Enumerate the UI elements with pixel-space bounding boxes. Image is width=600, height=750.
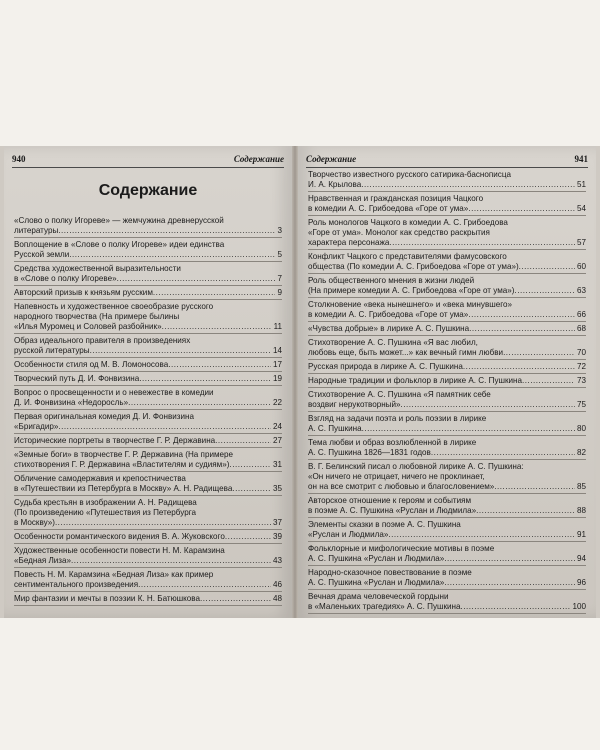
toc-entry-line: И. А. Крылова xyxy=(308,180,362,189)
toc-page-number: 100 xyxy=(572,602,586,611)
toc-entry xyxy=(308,590,586,614)
toc-page-number: 60 xyxy=(576,262,586,271)
toc-entry-line: Первая оригинальная комедия Д. И. Фонвизина xyxy=(14,412,195,421)
leader-dots xyxy=(128,398,271,408)
toc-entry xyxy=(14,372,282,386)
toc-page-number: 96 xyxy=(576,578,586,587)
toc-page-number: 94 xyxy=(576,554,586,563)
toc-entry-line: Конфликт Чацкого с представителями фамусовского xyxy=(308,252,507,261)
toc-entry-line: Творческий путь Д. И. Фонвизина xyxy=(14,374,140,383)
toc-entry-line: воздвиг нерукотворный» xyxy=(308,400,401,409)
toc-entry xyxy=(308,360,586,374)
leader-dots xyxy=(522,376,575,386)
toc-entry-line: Повесть Н. М. Карамзина «Бедная Лиза» как пример xyxy=(14,570,214,579)
running-title: Содержание xyxy=(233,154,284,164)
leader-dots xyxy=(361,180,575,190)
toc-entry-line: «Чувства добрые» в лирике А. С. Пушкина xyxy=(308,324,470,333)
leader-dots xyxy=(494,482,575,492)
toc-entry-line: любовь еще, быть может...» как вечный гимн любви xyxy=(308,348,504,357)
toc-entry-line: А. С. Пушкина «Руслан и Людмила» xyxy=(308,578,445,587)
toc-entry-line: В. Г. Белинский писал о любовной лирике А. С. Пушкина: xyxy=(308,462,524,471)
toc-entry-line: А. С. Пушкина 1826—1831 годов xyxy=(308,448,431,457)
running-title: Содержание xyxy=(306,154,357,164)
toc-page-number: 85 xyxy=(576,482,586,491)
toc-page-number: 22 xyxy=(272,398,282,407)
toc-entry xyxy=(14,544,282,568)
toc-page-number: 27 xyxy=(272,436,282,445)
toc-entry-line: Д. И. Фонвизина «Недоросль» xyxy=(14,398,129,407)
toc-entry xyxy=(14,386,282,410)
toc-page-number: 54 xyxy=(576,204,586,213)
table-of-contents-left xyxy=(14,214,282,606)
contents-heading: Содержание xyxy=(98,182,198,199)
toc-entry xyxy=(308,566,586,590)
toc-page-number: 35 xyxy=(272,484,282,493)
toc-entry-line: общества (По комедии А. С. Грибоедова «Горе от ума») xyxy=(308,262,519,271)
toc-entry xyxy=(14,530,282,544)
toc-entry-line: Творчество известного русского сатирика-баснописца xyxy=(308,170,511,179)
toc-entry xyxy=(14,472,282,496)
leader-dots xyxy=(162,322,272,332)
toc-entry-line: «Бригадир» xyxy=(14,422,59,431)
toc-entry-line: Народно-сказочное повествование в поэме xyxy=(308,568,472,577)
toc-entry-line: (По произведению «Путешествия из Петербурга xyxy=(14,508,196,517)
right-page-header xyxy=(306,153,588,168)
leader-dots xyxy=(58,422,271,432)
leader-dots xyxy=(431,448,575,458)
toc-entry xyxy=(308,192,586,216)
toc-entry xyxy=(14,238,282,262)
toc-entry xyxy=(14,358,282,372)
leader-dots xyxy=(58,226,275,236)
toc-entry-line: «Бедная Лиза» xyxy=(14,556,72,565)
toc-entry xyxy=(14,448,282,472)
toc-entry-line: он на все смотрит с любовью и благословением» xyxy=(308,482,495,491)
toc-entry xyxy=(308,216,586,250)
leader-dots xyxy=(469,324,575,334)
leader-dots xyxy=(468,310,575,320)
toc-entry xyxy=(308,298,586,322)
leader-dots xyxy=(138,580,271,590)
toc-entry-line: «Слово о полку Игореве» — жемчужина древнерусской xyxy=(14,216,224,225)
toc-page-number: 72 xyxy=(576,362,586,371)
toc-page-number: 31 xyxy=(272,460,282,469)
toc-entry-line: в «Маленьких трагедиях» А. С. Пушкина xyxy=(308,602,461,611)
toc-page-number: 24 xyxy=(272,422,282,431)
toc-entry-line: Роль общественного мнения в жизни людей xyxy=(308,276,475,285)
toc-entry-line: литературы xyxy=(14,226,59,235)
page-number: 941 xyxy=(574,154,588,164)
page-number: 940 xyxy=(12,154,26,164)
toc-entry-line: Воплощение в «Слове о полку Игореве» идеи единства xyxy=(14,240,225,249)
toc-entry-line: А. С. Пушкина «Руслан и Людмила» xyxy=(308,554,445,563)
toc-entry-line: Обличение самодержавия и крепостничества xyxy=(14,474,186,483)
toc-page-number: 70 xyxy=(576,348,586,357)
toc-entry-line: Взгляд на задачи поэта и роль поэзии в лирике xyxy=(308,414,487,423)
leader-dots xyxy=(444,554,575,564)
leader-dots xyxy=(139,374,271,384)
toc-entry-line: Стихотворение А. С. Пушкина «Я вас любил, xyxy=(308,338,478,347)
toc-page-number: 75 xyxy=(576,400,586,409)
leader-dots xyxy=(388,530,575,540)
toc-entry xyxy=(14,568,282,592)
toc-page-number: 88 xyxy=(576,506,586,515)
toc-page-number: 51 xyxy=(576,180,586,189)
leader-dots xyxy=(117,274,276,284)
toc-entry-line: в комедии А. С. Грибоедова «Горе от ума» xyxy=(308,204,469,213)
toc-entry-line: «Руслан и Людмила» xyxy=(308,530,389,539)
toc-entry-line: Русской земли xyxy=(14,250,70,259)
toc-entry-line: Русская природа в лирике А. С. Пушкина xyxy=(308,362,463,371)
toc-page-number: 39 xyxy=(272,532,282,541)
toc-entry-line: в «Путешествии из Петербурга в Москву» А. Н. Радищева xyxy=(14,484,233,493)
leader-dots xyxy=(200,594,271,604)
toc-entry-line: Художественные особенности повести Н. М. Карамзина xyxy=(14,546,225,555)
toc-page-number: 73 xyxy=(576,376,586,385)
leader-dots xyxy=(69,250,275,260)
toc-entry-line: Роль монологов Чацкого в комедии А. С. Грибоедова xyxy=(308,218,508,227)
toc-page-number: 5 xyxy=(277,250,282,259)
leader-dots xyxy=(463,362,575,372)
toc-page-number: 68 xyxy=(576,324,586,333)
toc-entry xyxy=(308,374,586,388)
leader-dots xyxy=(168,360,271,370)
leader-dots xyxy=(229,460,271,470)
right-page xyxy=(298,146,596,618)
toc-page-number: 7 xyxy=(277,274,282,283)
toc-entry-line: Фольклорные и мифологические мотивы в поэме xyxy=(308,544,495,553)
toc-page-number: 66 xyxy=(576,310,586,319)
toc-page-number: 80 xyxy=(576,424,586,433)
toc-page-number: 37 xyxy=(272,518,282,527)
leader-dots xyxy=(90,346,271,356)
toc-page-number: 9 xyxy=(277,288,282,297)
leader-dots xyxy=(225,532,271,542)
table-of-contents-right xyxy=(308,168,586,614)
toc-page-number: 3 xyxy=(277,226,282,235)
toc-page-number: 17 xyxy=(272,360,282,369)
toc-entry-line: в Москву») xyxy=(14,518,55,527)
toc-entry xyxy=(308,494,586,518)
toc-entry xyxy=(308,542,586,566)
leader-dots xyxy=(401,400,575,410)
toc-entry-line: «Горе от ума». Монолог как средство раскрытия xyxy=(308,228,490,237)
toc-page-number: 11 xyxy=(273,322,282,331)
toc-entry-line: Стихотворение А. С. Пушкина «Я памятник себе xyxy=(308,390,491,399)
toc-entry-line: Средства художественной выразительности xyxy=(14,264,181,273)
toc-entry xyxy=(308,168,586,192)
toc-entry-line: в поэме А. С. Пушкина «Руслан и Людмила» xyxy=(308,506,477,515)
toc-page-number: 48 xyxy=(272,594,282,603)
leader-dots xyxy=(444,578,575,588)
toc-entry-line: Образ идеального правителя в произведениях xyxy=(14,336,191,345)
leader-dots xyxy=(232,484,271,494)
leader-dots xyxy=(476,506,575,516)
toc-page-number: 43 xyxy=(272,556,282,565)
toc-entry-line: Нравственная и гражданская позиция Чацкого xyxy=(308,194,484,203)
left-page-header xyxy=(12,153,284,168)
toc-entry xyxy=(308,436,586,460)
toc-entry-line: Особенности романтического видения В. А. Жуковского xyxy=(14,532,225,541)
toc-entry xyxy=(308,274,586,298)
toc-entry-line: Судьба крестьян в изображении А. Н. Радищева xyxy=(14,498,197,507)
toc-entry xyxy=(14,434,282,448)
toc-page-number: 91 xyxy=(576,530,586,539)
toc-entry-line: Тема любви и образ возлюбленной в лирике xyxy=(308,438,477,447)
leader-dots xyxy=(468,204,575,214)
toc-entry-line: Напевность и художественное своеобразие русского xyxy=(14,302,214,311)
toc-entry-line: стихотворения Г. Р. Державина «Властителям и судиям») xyxy=(14,460,230,469)
toc-entry-line: (На примере комедии А. С. Грибоедова «Горе от ума») xyxy=(308,286,515,295)
toc-entry-line: в комедии А. С. Грибоедова «Горе от ума» xyxy=(308,310,469,319)
leader-dots xyxy=(71,556,271,566)
toc-entry xyxy=(14,300,282,334)
leader-dots xyxy=(362,424,575,434)
toc-entry-line: Вечная драма человеческой гордыни xyxy=(308,592,449,601)
left-page xyxy=(4,146,292,618)
toc-entry-line: Столкновение «века нынешнего» и «века минувшего» xyxy=(308,300,513,309)
toc-entry xyxy=(308,388,586,412)
open-book xyxy=(0,146,600,618)
toc-page-number: 19 xyxy=(272,374,282,383)
toc-entry-line: народного творчества (На примере былины xyxy=(14,312,180,321)
toc-entry xyxy=(14,334,282,358)
toc-page-number: 14 xyxy=(272,346,282,355)
toc-entry-line: Исторические портреты в творчестве Г. Р. Державина xyxy=(14,436,216,445)
toc-entry-line: Вопрос о просвещенности и о невежестве в комедии xyxy=(14,388,214,397)
toc-entry-line: Особенности стиля од М. В. Ломоносова xyxy=(14,360,169,369)
leader-dots xyxy=(153,288,276,298)
toc-entry-line: Народные традиции и фольклор в лирике А. С. Пушкина xyxy=(308,376,523,385)
toc-entry-line: «Земные боги» в творчестве Г. Р. Державина (На примере xyxy=(14,450,234,459)
toc-page-number: 63 xyxy=(576,286,586,295)
toc-entry-line: А. С. Пушкина xyxy=(308,424,362,433)
toc-entry xyxy=(14,262,282,286)
toc-entry-line: «Илья Муромец и Соловей разбойник» xyxy=(14,322,162,331)
toc-entry xyxy=(308,460,586,494)
toc-entry xyxy=(308,518,586,542)
toc-entry-line: «Он ничего не отрицает, ничего не проклинает, xyxy=(308,472,485,481)
leader-dots xyxy=(461,602,571,612)
leader-dots xyxy=(215,436,271,446)
leader-dots xyxy=(519,262,575,272)
toc-entry xyxy=(14,286,282,300)
leader-dots xyxy=(514,286,575,296)
leader-dots xyxy=(389,238,575,248)
toc-entry xyxy=(308,250,586,274)
toc-entry-line: характера персонажа xyxy=(308,238,390,247)
toc-entry-line: Мир фантазии и мечты в поэзии К. Н. Батюшкова xyxy=(14,594,201,603)
toc-entry xyxy=(14,214,282,238)
toc-entry xyxy=(14,496,282,530)
toc-entry xyxy=(14,592,282,606)
toc-page-number: 46 xyxy=(272,580,282,589)
toc-entry-line: Авторский призыв к князьям русским xyxy=(14,288,153,297)
toc-entry-line: в «Слове о полку Игореве» xyxy=(14,274,117,283)
toc-entry xyxy=(308,412,586,436)
toc-entry-line: Авторское отношение к героям и событиям xyxy=(308,496,472,505)
toc-page-number: 57 xyxy=(576,238,586,247)
leader-dots xyxy=(503,348,575,358)
toc-page-number: 82 xyxy=(576,448,586,457)
toc-entry-line: сентиментального произведения xyxy=(14,580,139,589)
toc-entry xyxy=(14,410,282,434)
leader-dots xyxy=(55,518,271,528)
toc-entry xyxy=(308,336,586,360)
toc-entry xyxy=(308,322,586,336)
toc-entry-line: Элементы сказки в поэме А. С. Пушкина xyxy=(308,520,461,529)
toc-entry-line: русской литературы xyxy=(14,346,90,355)
